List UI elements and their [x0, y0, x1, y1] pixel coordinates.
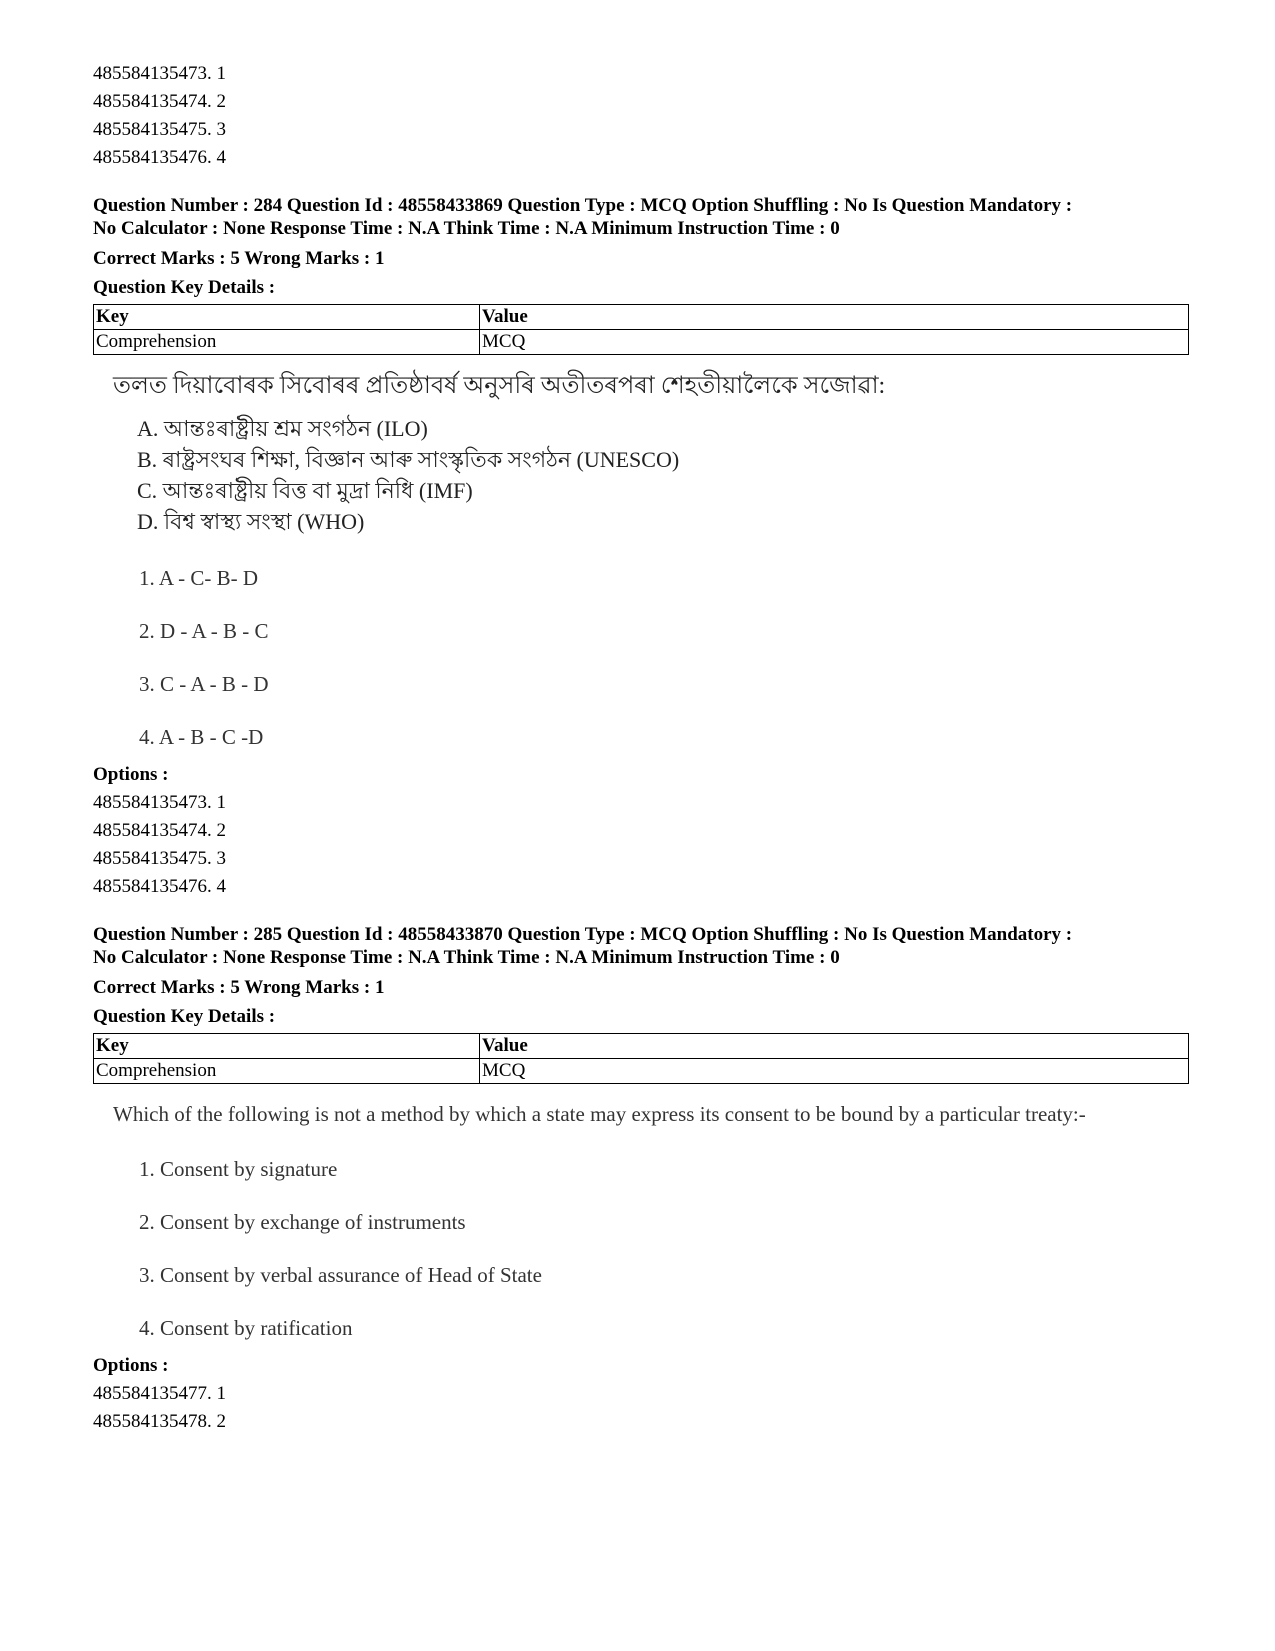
table-cell-value: MCQ: [480, 330, 1189, 355]
answer-choice: 1. Consent by signature: [139, 1157, 338, 1181]
question-key-table: [93, 304, 1189, 355]
option-line: 485584135476. 4: [93, 147, 226, 168]
question-meta-line2: No Calculator : None Response Time : N.A Think Time : N.A Minimum Instruction Time : 0: [93, 947, 840, 968]
table-header-key: Key: [94, 1034, 480, 1059]
option-line: 485584135477. 1: [93, 1383, 226, 1404]
answer-choice: 4. A - B - C -D: [139, 725, 264, 749]
answer-choice: 3. C - A - B - D: [139, 672, 269, 696]
question-stem: Which of the following is not a method by which a state may express its consent to be bound by a particular treaty:-: [113, 1102, 1086, 1126]
list-item: C. আন্তঃৰাষ্ট্ৰীয় বিত্ত বা মুদ্ৰা নিধি (IMF): [137, 478, 473, 503]
key-details-label: Question Key Details :: [93, 277, 276, 298]
key-details-label: Question Key Details :: [93, 1006, 276, 1027]
option-line: 485584135473. 1: [93, 792, 226, 813]
question-284: [93, 194, 1188, 901]
option-line: 485584135476. 4: [93, 876, 226, 897]
answer-choice: 2. D - A - B - C: [139, 619, 269, 643]
question-meta-line2: No Calculator : None Response Time : N.A Think Time : N.A Minimum Instruction Time : 0: [93, 218, 840, 239]
question-meta-line1: Question Number : 284 Question Id : 48558433869 Question Type : MCQ Option Shuffling : No Is Question Mandatory :: [93, 195, 1073, 216]
marks-line: Correct Marks : 5 Wrong Marks : 1: [93, 248, 385, 269]
question-285: [93, 923, 1188, 1436]
option-line: 485584135478. 2: [93, 1411, 226, 1432]
question-body: [93, 1100, 1188, 1347]
answer-choices: [113, 563, 1188, 756]
question-body: [93, 369, 1188, 756]
question-key-table: [93, 1033, 1189, 1084]
answer-choice: 4. Consent by ratification: [139, 1316, 353, 1340]
options-label: Options :: [93, 1355, 169, 1376]
option-line: 485584135475. 3: [93, 119, 226, 140]
table-cell-key: Comprehension: [94, 1059, 480, 1084]
list-item: B. ৰাষ্ট্ৰসংঘৰ শিক্ষা, বিজ্ঞান আৰু সাংস্কৃতিক সংগঠন (UNESCO): [137, 447, 680, 472]
table-header-key: Key: [94, 305, 480, 330]
option-line: 485584135474. 2: [93, 820, 226, 841]
table-header-value: Value: [480, 1034, 1189, 1059]
question-meta-line1: Question Number : 285 Question Id : 48558433870 Question Type : MCQ Option Shuffling : No Is Question Mandatory :: [93, 924, 1073, 945]
option-line: 485584135473. 1: [93, 63, 226, 84]
list-item: A. আন্তঃৰাষ্ট্ৰীয় শ্ৰম সংগঠন (ILO): [137, 416, 428, 441]
options-label: Options :: [93, 764, 169, 785]
answer-choices: [113, 1154, 1188, 1347]
statement-list: [113, 413, 1188, 537]
answer-choice: 1. A - C- B- D: [139, 566, 259, 590]
option-line: 485584135474. 2: [93, 91, 226, 112]
previous-options-list: [93, 60, 1188, 172]
option-line: 485584135475. 3: [93, 848, 226, 869]
marks-line: Correct Marks : 5 Wrong Marks : 1: [93, 977, 385, 998]
table-cell-key: Comprehension: [94, 330, 480, 355]
answer-choice: 3. Consent by verbal assurance of Head of State: [139, 1263, 542, 1287]
table-cell-value: MCQ: [480, 1059, 1189, 1084]
answer-choice: 2. Consent by exchange of instruments: [139, 1210, 466, 1234]
question-stem: তলত দিয়াবোৰক সিবোৰৰ প্ৰতিষ্ঠাবৰ্ষ অনুসৰি অতীতৰপৰা শেহতীয়ালৈকে সজোৱা:: [113, 373, 886, 399]
list-item: D. বিশ্ব স্বাস্থ্য সংস্থা (WHO): [137, 509, 365, 534]
table-header-value: Value: [480, 305, 1189, 330]
document-page: [93, 60, 1188, 1436]
